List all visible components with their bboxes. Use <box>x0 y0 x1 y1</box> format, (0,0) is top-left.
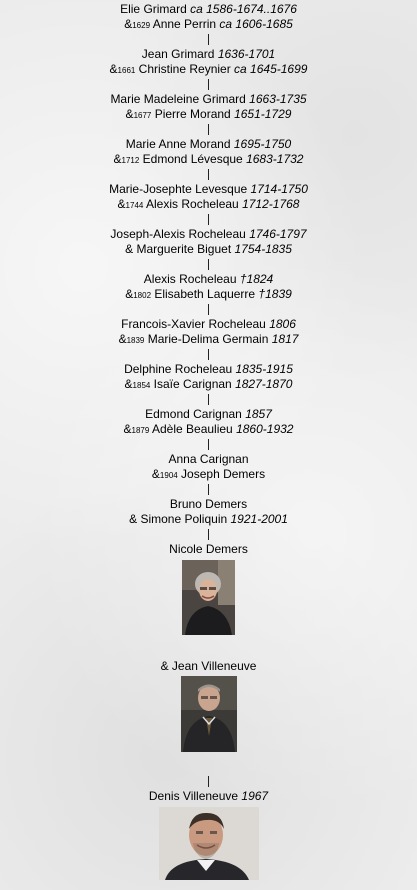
spouse-name: Edmond Lévesque <box>139 152 247 166</box>
ancestor-name: Delphine Rocheleau <box>124 362 233 376</box>
denis-name: Denis Villeneuve <box>148 789 239 803</box>
spouse-line <box>0 512 417 527</box>
ancestor-line <box>0 2 417 17</box>
ancestor-line <box>0 362 417 377</box>
marriage-year: 1802 <box>133 291 152 300</box>
spouse-name: Joseph Demers <box>177 467 266 481</box>
marriage-symbol: & <box>125 287 134 301</box>
ancestor-line <box>0 317 417 332</box>
denis-line <box>0 789 417 804</box>
spouse-line <box>0 107 417 122</box>
spouse-line <box>0 152 417 167</box>
marriage-symbol: & <box>123 422 132 436</box>
marriage-symbol: & <box>129 512 138 526</box>
spouse-dates: 1683-1732 <box>246 152 304 166</box>
generation-block <box>0 137 417 182</box>
marriage-symbol: & <box>124 17 133 31</box>
spouse-dates: 1754-1835 <box>234 242 292 256</box>
descent-connector <box>0 77 417 92</box>
marriage-symbol: & <box>151 467 160 481</box>
ancestor-line <box>0 272 417 287</box>
ancestor-dates: 1857 <box>245 407 272 421</box>
spouse-dates: 1860-1932 <box>236 422 294 436</box>
ancestor-name: Joseph-Alexis Rocheleau <box>110 227 246 241</box>
marriage-year: 1879 <box>131 426 150 435</box>
ancestor-dates: ca 1586-1674..1676 <box>190 2 297 16</box>
ancestor-name: Edmond Carignan <box>145 407 242 421</box>
descent-connector <box>0 774 417 789</box>
marriage-year: 1661 <box>117 66 136 75</box>
generation-block <box>0 2 417 47</box>
generation-block <box>0 407 417 452</box>
spouse-line <box>0 62 417 77</box>
generation-block <box>0 497 417 542</box>
marriage-symbol: & <box>109 62 118 76</box>
ancestor-line <box>0 452 417 467</box>
ancestor-line <box>0 497 417 512</box>
nicole-name: Nicole Demers <box>169 542 248 556</box>
ancestor-line <box>0 182 417 197</box>
marriage-year: 1712 <box>121 156 140 165</box>
ancestor-dates: 1746-1797 <box>249 227 307 241</box>
spouse-name: Isaïe Carignan <box>150 377 236 391</box>
marriage-symbol: & <box>118 332 127 346</box>
descent-connector <box>0 482 417 497</box>
generation-block <box>0 317 417 362</box>
spacer <box>0 635 417 659</box>
spouse-dates: ca 1645-1699 <box>234 62 308 76</box>
ancestor-line <box>0 92 417 107</box>
nicole-photo <box>182 560 235 635</box>
spouse-line <box>0 197 417 212</box>
marriage-year: 1677 <box>133 111 152 120</box>
ancestor-name: Francois-Xavier Rocheleau <box>121 317 266 331</box>
marriage-year: 1629 <box>132 21 151 30</box>
spouse-name: Christine Reynier <box>135 62 235 76</box>
generation-block <box>0 452 417 497</box>
marriage-symbol: & <box>124 377 133 391</box>
ancestor-dates: 1806 <box>269 317 296 331</box>
marriage-symbol: & <box>113 152 122 166</box>
descent-connector <box>0 257 417 272</box>
spouse-name: Alexis Rocheleau <box>143 197 243 211</box>
denis-dates: 1967 <box>241 789 269 803</box>
spouse-name: Marguerite Biguet <box>133 242 235 256</box>
ancestor-line <box>0 407 417 422</box>
jean-name: & Jean Villeneuve <box>160 659 257 673</box>
spouse-name: Adèle Beaulieu <box>149 422 237 436</box>
descent-connector <box>0 122 417 137</box>
ancestor-dates: 1636-1701 <box>217 47 276 61</box>
spouse-name: Marie-Delima Germain <box>144 332 272 346</box>
marriage-symbol: & <box>125 242 134 256</box>
spouse-line <box>0 287 417 302</box>
ancestor-dates: 1714-1750 <box>250 182 308 196</box>
descent-connector <box>0 437 417 452</box>
ancestor-line <box>0 227 417 242</box>
spouse-name: Simone Poliquin <box>137 512 231 526</box>
descent-connector <box>0 32 417 47</box>
generation-block <box>0 182 417 227</box>
ancestor-line <box>0 47 417 62</box>
spouse-name: Pierre Morand <box>151 107 235 121</box>
ancestor-name: Elie Grimard <box>120 2 187 16</box>
generation-block <box>0 47 417 92</box>
spouse-line <box>0 17 417 32</box>
ancestor-dates: †1824 <box>239 272 274 286</box>
spouse-dates: †1839 <box>258 287 292 301</box>
ancestor-name: Bruno Demers <box>169 497 248 511</box>
descent-connector <box>0 347 417 362</box>
ancestor-dates: 1695-1750 <box>233 137 292 151</box>
marriage-symbol: & <box>117 197 126 211</box>
jean-photo <box>181 676 237 752</box>
generation-block <box>0 362 417 407</box>
spouse-name: Anne Perrin <box>150 17 220 31</box>
spacer <box>0 752 417 774</box>
marriage-year: 1839 <box>126 336 145 345</box>
descent-connector <box>0 527 417 542</box>
spouse-line <box>0 422 417 437</box>
marriage-year: 1854 <box>132 381 151 390</box>
ancestor-name: Marie Madeleine Grimard <box>110 92 246 106</box>
marriage-year: 1744 <box>125 201 144 210</box>
descent-connector <box>0 167 417 182</box>
spouse-line <box>0 377 417 392</box>
generation-block <box>0 227 417 272</box>
spouse-name: Elisabeth Laquerre <box>151 287 259 301</box>
descent-connector <box>0 302 417 317</box>
generation-block <box>0 272 417 317</box>
ancestor-name: Marie-Josephte Levesque <box>109 182 248 196</box>
ancestor-name: Jean Grimard <box>141 47 215 61</box>
spouse-line <box>0 242 417 257</box>
marriage-symbol: & <box>125 107 134 121</box>
spouse-dates: 1827-1870 <box>235 377 293 391</box>
ancestor-name: Marie Anne Morand <box>125 137 231 151</box>
spouse-dates: 1921-2001 <box>230 512 288 526</box>
spouse-dates: 1651-1729 <box>234 107 292 121</box>
spouse-dates: ca 1606-1685 <box>219 17 293 31</box>
spouse-line <box>0 467 417 482</box>
spouse-line <box>0 332 417 347</box>
marriage-year: 1904 <box>159 471 178 480</box>
spouse-dates: 1817 <box>271 332 299 346</box>
ancestor-line <box>0 137 417 152</box>
ancestor-dates: 1835-1915 <box>235 362 293 376</box>
descent-connector <box>0 212 417 227</box>
ancestor-name: Anna Carignan <box>168 452 249 466</box>
spouse-dates: 1712-1768 <box>242 197 300 211</box>
ancestor-dates: 1663-1735 <box>249 92 307 106</box>
generation-block <box>0 92 417 137</box>
ancestor-name: Alexis Rocheleau <box>143 272 237 286</box>
descent-connector <box>0 392 417 407</box>
denis-photo <box>159 807 259 880</box>
